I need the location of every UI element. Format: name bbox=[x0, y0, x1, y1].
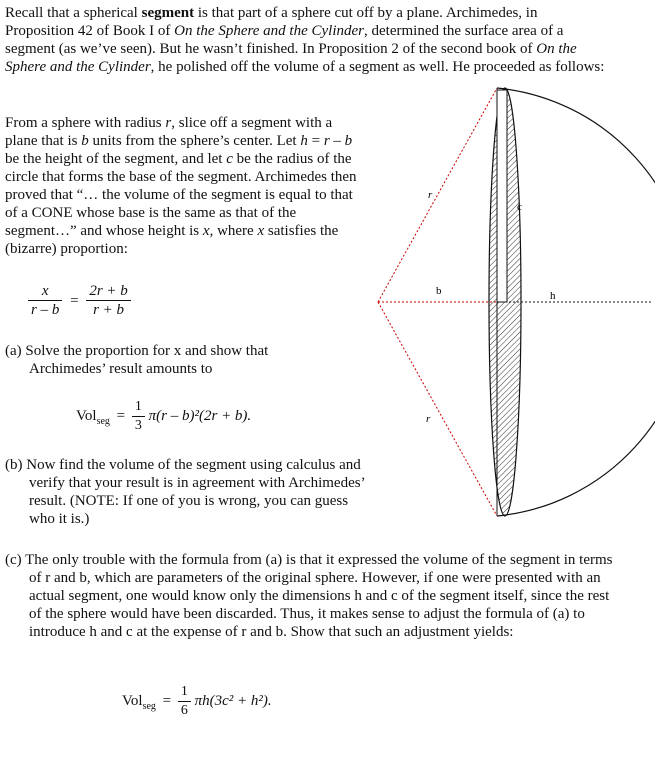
part-c-text: (c) The only trouble with the formula from (a) is that it expressed the volume of the segment in terms of r and b, which are parameters of the original sphere. However, if one were presented with an actual segment, one would know only the dimensions h and c of the segment itself, since the rest of the sphere would have been discarded. Thus, it makes sense to adjust the formula of (a) to introduce h and c at the expense of r and b. Show that such an adjustment yields: bbox=[5, 552, 613, 640]
part-a-formula: Vol$_{seg}$ = $\frac{1}{3}$ π(r – b)²(2r + b). bbox=[76, 399, 252, 433]
label-h: h bbox=[550, 290, 556, 302]
part-a-text: (a) Solve the proportion for x and show that Archimedes’ result amounts to bbox=[5, 343, 269, 377]
radius-c-bar bbox=[497, 90, 507, 302]
sphere-segment-figure bbox=[370, 80, 655, 525]
label-b: b bbox=[436, 285, 442, 297]
proportion-lhs: $\frac{x}{r - b}$ bbox=[28, 282, 62, 319]
label-c: c bbox=[517, 201, 522, 213]
proportion-rhs: $\frac{2r + b}{r + b}$ bbox=[86, 282, 130, 319]
proportion-equation: $\frac{x}{r - b}$ = $\frac{2r + b}{r + b}$ bbox=[28, 282, 131, 319]
part-b-text: (b) Now find the volume of the segment using calculus and verify that your result is in agreement with Archimedes’ result. (NOTE: If one of you is wrong, you can guess who it is.) bbox=[5, 457, 365, 527]
radius-line-top bbox=[378, 88, 497, 302]
setup-paragraph: From a sphere with radius r, slice off a segment with a plane that is b units from the sphere’s center. Let h = r – b be the height of the segment, and let c be the radius of the circle that forms the base of the segment. Archimedes then proved that “… the volume of the segment is equal to that of a CONE whose base is the same as that of the segment…” and whose height is x, where x satisfies the (bizarre) proportion: bbox=[5, 115, 357, 257]
part-c-formula: Vol$_{seg}$ = $\frac{1}{6}$ πh(3c² + h²). bbox=[122, 684, 272, 718]
label-r-bottom: r bbox=[426, 413, 431, 425]
intro-paragraph: Recall that a spherical segment is that part of a sphere cut off by a plane. Archimedes, in Proposition 42 of Book I of On the Sphere and the Cylinder, determined the surface area of a segment (as we’ve seen). But he wasn’t finished. In Proposition 2 of the second book of On the Sphere and the Cylinder, he polished off the volume of a segment as well. He proceeded as follows: bbox=[5, 5, 605, 75]
label-r-top: r bbox=[428, 189, 433, 201]
radius-line-bottom bbox=[378, 302, 497, 516]
